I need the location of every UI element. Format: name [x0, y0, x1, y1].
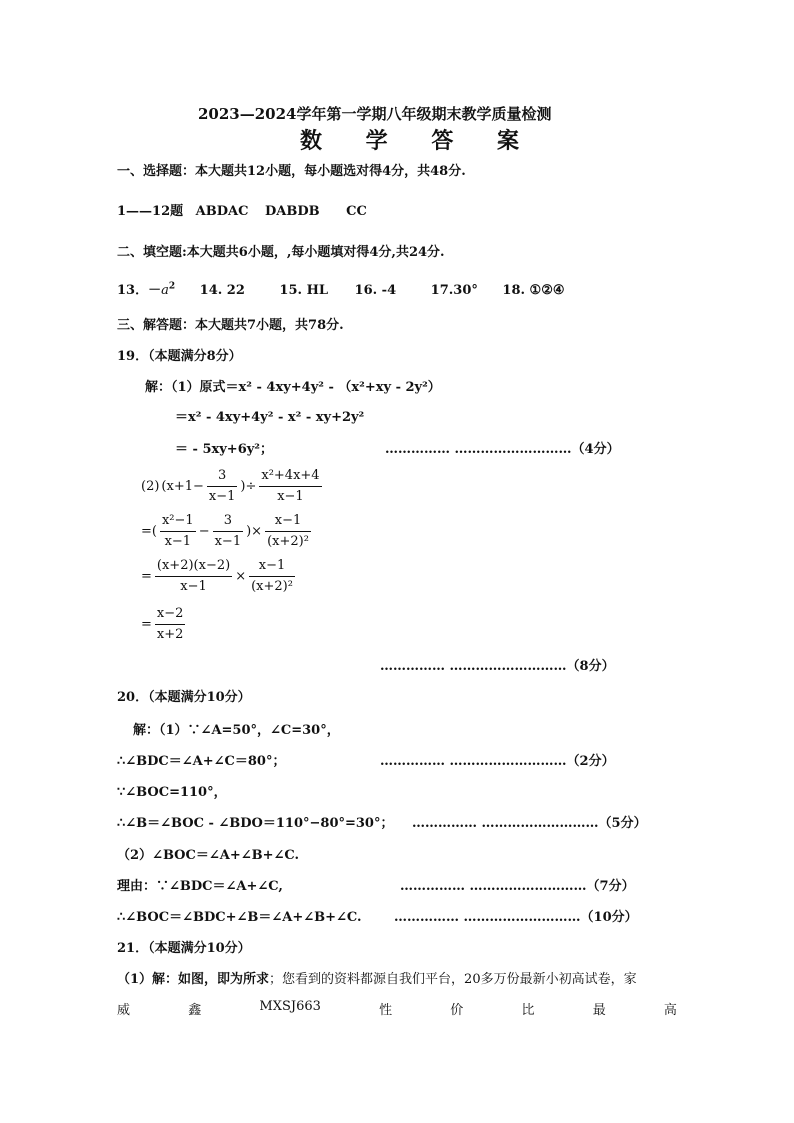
- q19-score1: …………… ………………………（4分）: [385, 442, 620, 457]
- fraction: $\frac{x-1}{\text{(x+2)²}}$: [251, 558, 293, 594]
- q20-line2: ∴∠BDC＝∠A+∠C＝80°；: [117, 754, 286, 769]
- fraction: $\frac{x-2}{x+2}$: [156, 606, 184, 642]
- section1-heading: 一、选择题：本大题共12小题，每小题选对得4分，共48分.: [117, 164, 466, 179]
- mc-answers-group2: DABDB: [264, 204, 320, 219]
- mc-answers: [117, 200, 367, 219]
- tail-char: 高: [663, 1003, 677, 1018]
- answer-13: 13．$-a^2$: [117, 281, 176, 298]
- fraction: $\frac{3}{x-1}$: [214, 513, 242, 549]
- answer-17: 17.30°: [430, 283, 478, 298]
- q20-line5: （2）∠BOC＝∠A+∠B+∠C.: [117, 848, 300, 863]
- q20-line4-score: …………… ………………………（5分）: [412, 816, 647, 831]
- fraction: $\frac{x-1}{\text{(x+2)²}}$: [267, 513, 309, 549]
- tail-char: 价: [450, 1003, 464, 1018]
- tail-char: 比: [521, 1003, 535, 1018]
- answer-15: 15. HL: [279, 283, 328, 298]
- q20-line7: ∴∠BOC＝∠BDC+∠B＝∠A+∠B+∠C.: [117, 910, 362, 925]
- q19-score2: …………… ………………………（8分）: [380, 659, 615, 674]
- page-subtitle: 数 学 答 案: [300, 128, 537, 154]
- q20-line6-score: …………… ………………………（7分）: [400, 879, 635, 894]
- q19-line2: ＝x² - 4xy+4y² - x² - xy+2y²: [175, 410, 365, 425]
- q20-line3: ∵∠BOC=110°，: [117, 785, 227, 800]
- tail-char: 威: [117, 1003, 131, 1018]
- fraction: $\frac{3}{x-1}$: [208, 468, 236, 504]
- q20-line7-score: …………… ………………………（10分）: [394, 910, 638, 925]
- fraction: $\frac{\text{x²+4x+4}}{x-1}$: [261, 468, 320, 504]
- answer-14: 14. 22: [199, 283, 245, 298]
- q19-part2-result: = $\frac{x-2}{x+2}$: [140, 604, 187, 645]
- tail-char: MXSJ663: [259, 999, 321, 1014]
- fill-in-answers: [117, 279, 565, 298]
- q19-part2-step2: = $\frac{(x+2)(x-2)}{x-1}$ × $\frac{x-1}{\text{(x+2)²}}$: [140, 556, 297, 597]
- q20-line4: ∴∠B＝∠BOC - ∠BDO＝110°−80°=30°；: [117, 816, 394, 831]
- tail-char: 性: [379, 1003, 393, 1018]
- mc-answers-group3: CC: [346, 204, 367, 219]
- answer-18: 18. ①②④: [502, 283, 565, 298]
- tail-char: 鑫: [188, 1003, 202, 1018]
- section2-heading: 二、填空题:本大题共6小题，,每小题填对得4分,共24分.: [117, 245, 445, 260]
- tail-char: 最: [592, 1003, 606, 1018]
- q19-heading: 19．（本题满分8分）: [117, 349, 242, 364]
- answer-16: 16. -4: [354, 283, 397, 298]
- q19-part2-step1: =( $\frac{\text{x²−1}}{x-1}$ − $\frac{3}{x-1}$ )× $\frac{x-1}{\text{(x+2)²}}$: [140, 511, 313, 552]
- exam-title: 2023—2024学年第一学期八年级期末教学质量检测: [198, 105, 552, 123]
- mc-answers-label: 1——12题: [117, 204, 184, 219]
- q19-part2-expression: (2) (x+1− $\frac{3}{x-1}$ )÷ $\frac{\text{x²+4x+4}}{x-1}$: [140, 466, 324, 507]
- q20-heading: 20．（本题满分10分）: [117, 690, 251, 705]
- section3-heading: 三、解答题：本大题共7小题，共78分.: [117, 318, 344, 333]
- q21-tail-line: [117, 999, 677, 1018]
- q21-heading: 21．（本题满分10分）: [117, 941, 251, 956]
- q19-line3: ＝ - 5xy+6y²；: [175, 442, 273, 457]
- q21-line1: （1）解：如图，即为所求；您看到的资料都源自我们平台，20多万份最新小初高试卷，家: [117, 972, 637, 987]
- fraction: $\frac{\text{x²−1}}{x-1}$: [161, 513, 194, 549]
- q19-line1: 解：（1）原式＝x² - 4xy+4y² - （x²+xy - 2y²）: [145, 380, 441, 395]
- q20-line1: 解：（1）∵∠A=50°，∠C=30°，: [133, 723, 340, 738]
- q20-line6: 理由：∵∠BDC＝∠A+∠C,: [117, 879, 283, 894]
- fraction: $\frac{(x+2)(x-2)}{x-1}$: [156, 558, 231, 594]
- q20-line2-score: …………… ………………………（2分）: [380, 754, 615, 769]
- mc-answers-group1: ABDAC: [195, 204, 249, 219]
